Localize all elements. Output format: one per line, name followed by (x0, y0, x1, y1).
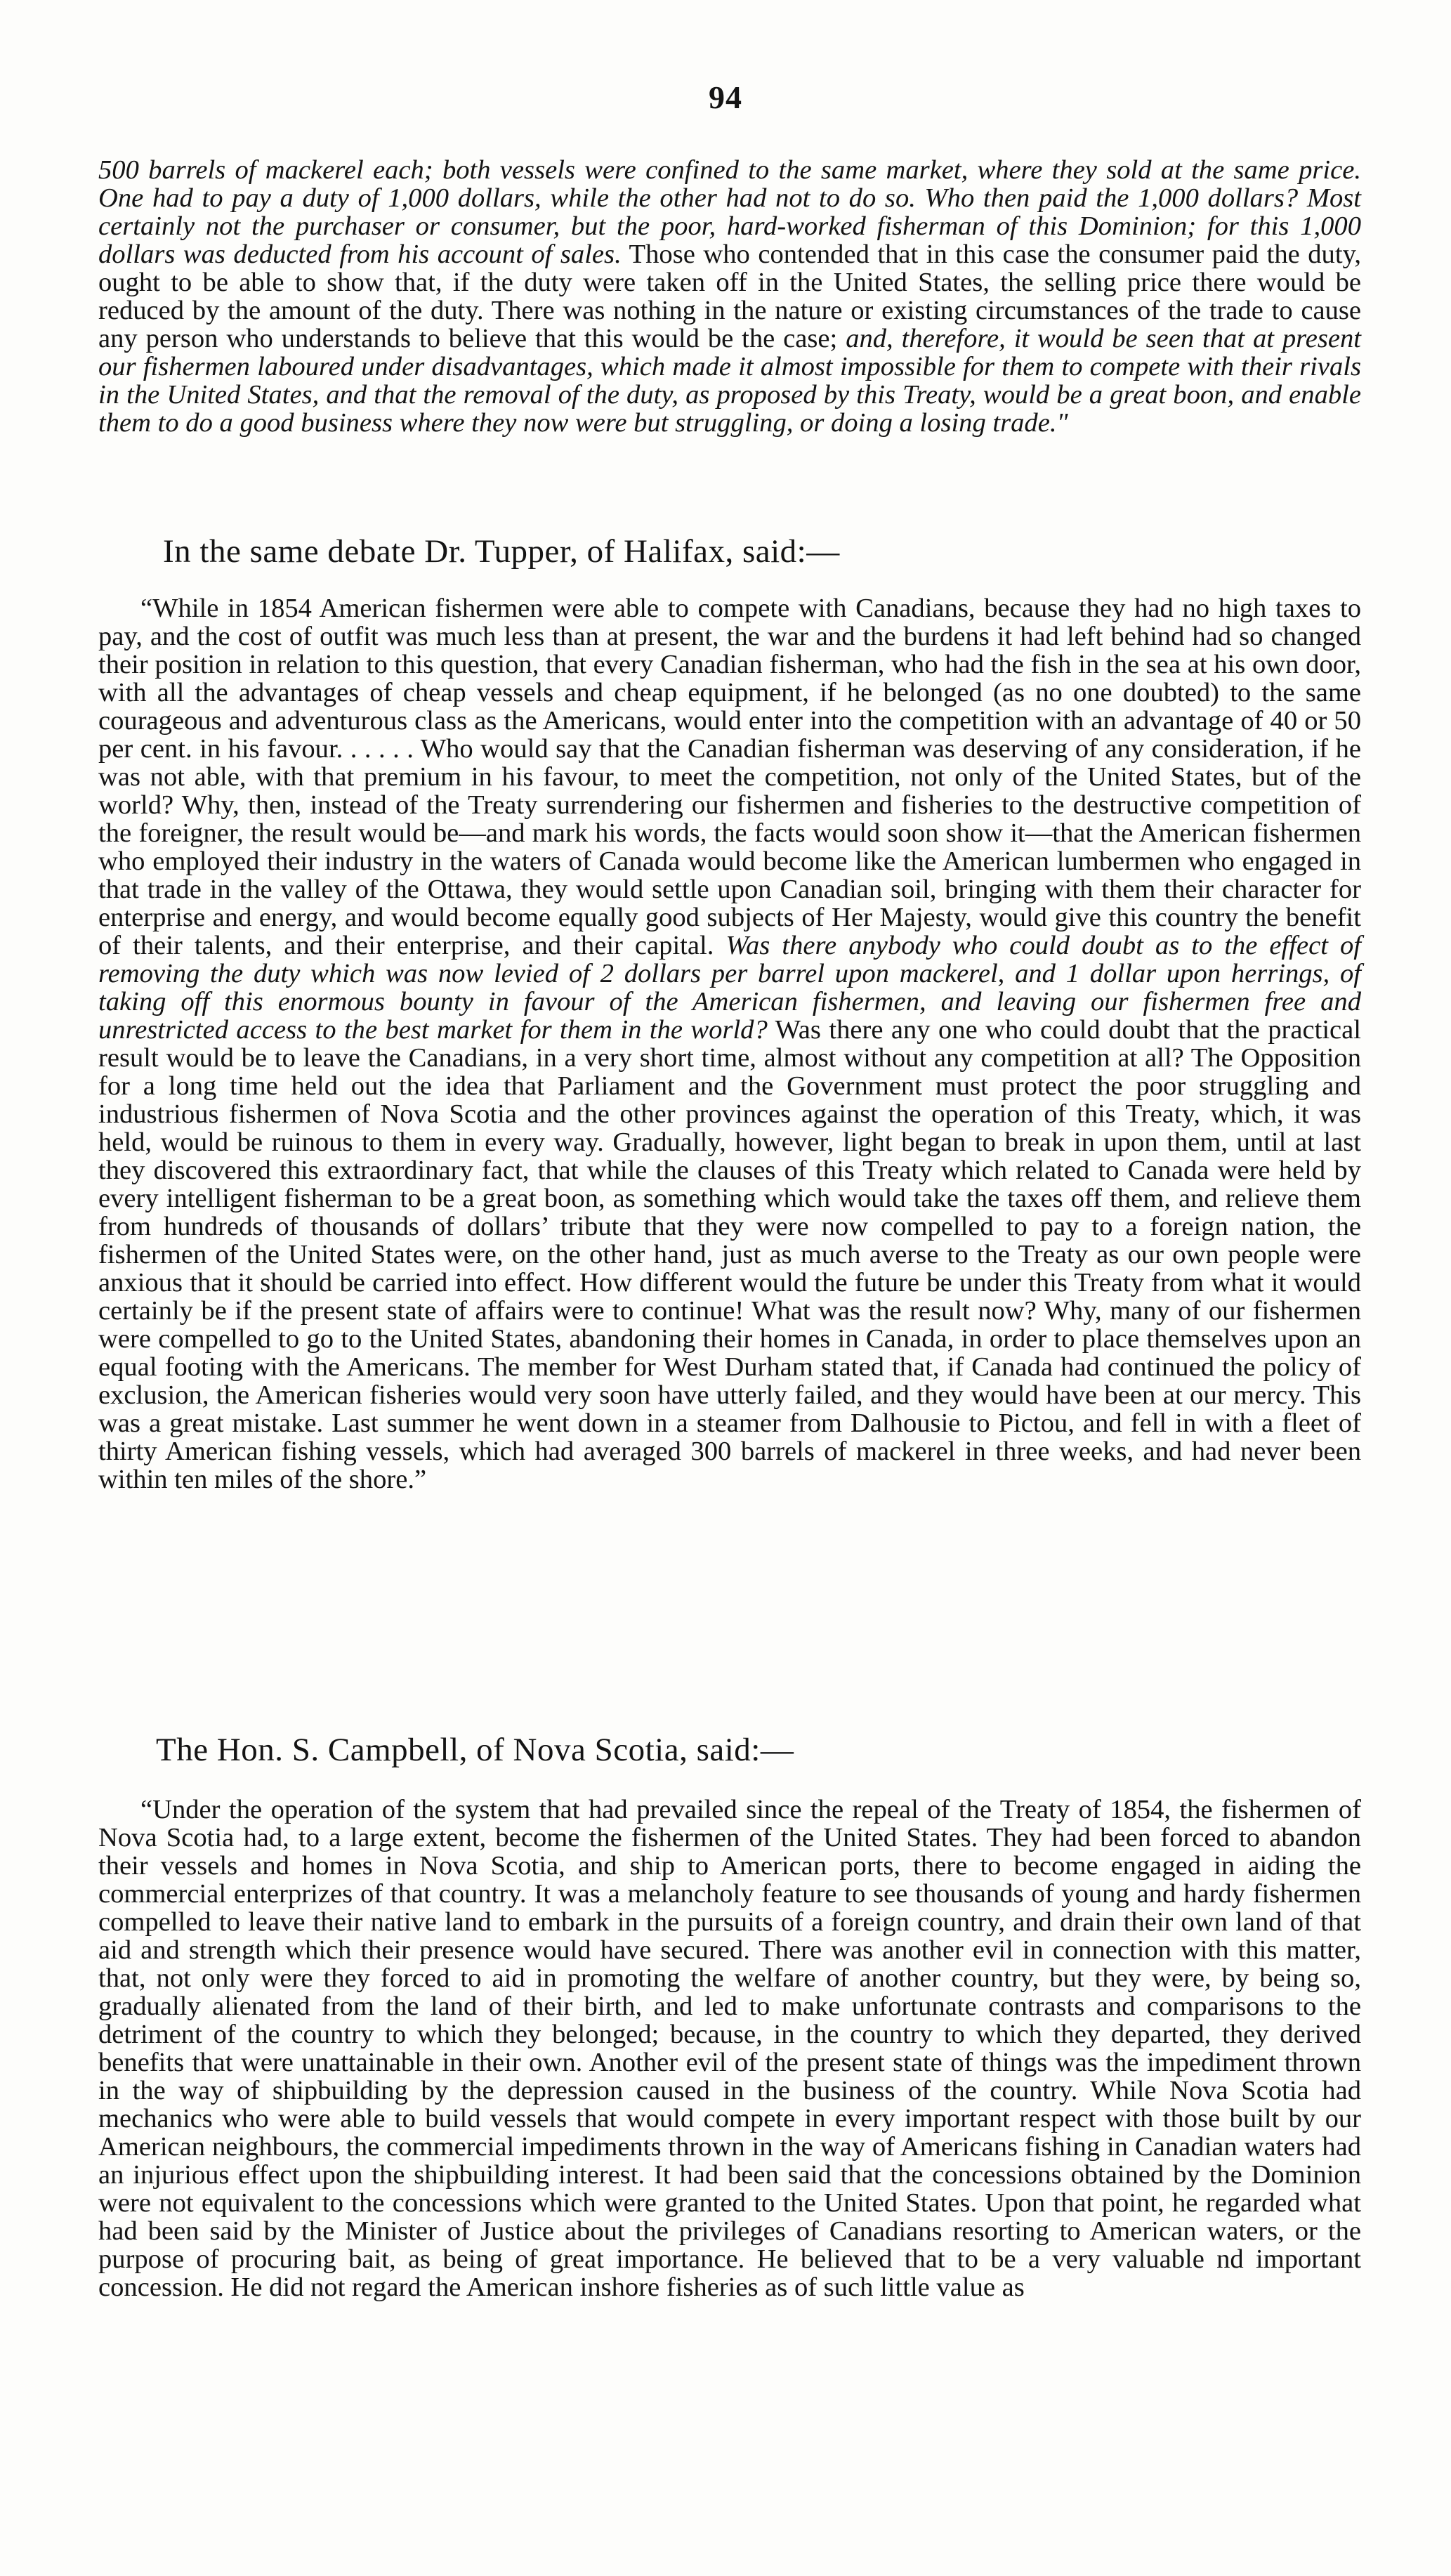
text-italic: 500 barrels of mackerel each; both vessels were confined to the same market, where they sold at the same price. One had to pay a duty of 1,000 dollars, while the other had not to do so. Who then paid the 1,000 dollars? Most certainly not the purchaser or consumer, but the poor, hard-worked fisherman of this Dominion; for this 1,000 dollars was deducted from his account of sales. (98, 155, 1361, 269)
paragraph-text (98, 594, 1361, 1493)
paragraph-continuation (98, 156, 1361, 437)
quote-tupper (98, 594, 1361, 1493)
text-italic: Was there anybody who could doubt as to the effect of removing the duty which was now levied of 2 dollars per barrel upon mackerel, and 1 dollar upon herrings, of taking off this enormous bounty in favour of the American fishermen, and leaving our fishermen free and unrestricted access to the best market for them in the world? (98, 931, 1361, 1045)
text-italic: and, therefore, it would be seen that at present our fishermen laboured under disadvantages, which made it almost impossible for them to compete with their rivals in the United States, and that the removal of the duty, as proposed by this Treaty, would be a great boon, and enable them to do a good business where they now were but struggling, or doing a losing trade." (98, 324, 1361, 438)
page-number: 94 (709, 79, 742, 115)
quote-campbell (98, 1796, 1361, 2301)
text-roman: Those who contended that in this case the consumer paid the duty, ought to be able to show that, if the duty were taken off in the United States, the selling price there would be reduced by the amount of the duty. There was nothing in the nature or existing circumstances of the trade to cause any person who understands to believe that this would be the case; (98, 240, 1361, 353)
text-roman: “Under the operation of the system that had prevailed since the repeal of the Treaty of 1854, the fishermen of Nova Scotia had, to a large extent, become the fishermen of the United States. They had been forced to abandon their vessels and homes in Nova Scotia, and ship to American ports, there to become engaged in aiding the commercial enterprizes of that country. It was a melancholy feature to see thousands of young and hardy fishermen compelled to leave their native land to embark in the pursuits of a foreign country, and drain their own land of that aid and strength which their presence would have secured. There was another evil in connection with this matter, that, not only were they forced to aid in promoting the welfare of another country, but they were, by being so, gradually alienated from the land of their birth, and led to make unfortunate contrasts and comparisons to the detriment of the country to which they belonged; because, in the country to which they departed, they derived benefits that were unattainable in their own. Another evil of the present state of things was the impediment thrown in the way of shipbuilding by the depression caused in the business of the country. While Nova Scotia had mechanics who were able to build vessels that would compete in every important respect with those built by our American neighbours, the commercial impediments thrown in the way of Americans fishing in Canadian waters had an injurious effect upon the shipbuilding interest. It had been said that the concessions obtained by the Dominion were not equivalent to the concessions which were granted to the United States. Upon that point, he regarded what had been said by the Minister of Justice about the privileges of Canadians resorting to American waters, or the purpose of procuring bait, as being of great importance. He believed that to be a very valuable nd important concession. He did not regard the American inshore fisheries as of such little value as (98, 1795, 1361, 2302)
text-roman: Was there any one who could doubt that the practical result would be to leave the Canadians, in a very short time, almost without any competition at all? The Opposition for a long time held out the idea that Parliament and the Government must protect the poor struggling and industrious fishermen of Nova Scotia and the other provinces against the operation of this Treaty, which, it was held, would be ruinous to them in every way. Gradually, however, light began to break in upon them, until at last they discovered this extraordinary fact, that while the clauses of this Treaty which related to Canada were held by every intelligent fisherman to be a great boon, as something which would take the taxes off them, and relieve them from hundreds of thousands of dollars’ tribute that they were now compelled to pay to a foreign nation, the fishermen of the United States were, on the other hand, just as much averse to the Treaty as our own people were anxious that it should be carried into effect. How different would the future be under this Treaty from what it would certainly be if the present state of affairs were to continue! What was the result now? Why, many of our fishermen were compelled to go to the United States, abandoning their homes in Canada, in order to place themselves upon an equal footing with the Americans. The member for West Durham stated that, if Canada had continued the policy of exclusion, the American fisheries would very soon have utterly failed, and they would have been at our mercy. This was a great mistake. Last summer he went down in a steamer from Dalhousie to Pictou, and fell in with a fleet of thirty American fishing vessels, which had averaged 300 barrels of mackerel in three weeks, and had never been within ten miles of the shore.” (98, 1015, 1361, 1494)
paragraph-text (98, 1796, 1361, 2301)
section-heading-tupper: In the same debate Dr. Tupper, of Halifax, said:— (163, 533, 840, 570)
paragraph-text (98, 156, 1361, 437)
section-heading-campbell: The Hon. S. Campbell, of Nova Scotia, said:— (156, 1732, 794, 1768)
text-roman: “While in 1854 American fishermen were able to compete with Canadians, because they had no high taxes to pay, and the cost of outfit was much less than at present, the war and the burdens it had left behind had so changed their position in relation to this question, that every Canadian fisherman, who had the fish in the sea at his own door, with all the advantages of cheap vessels and cheap equipment, if he belonged (as no one doubted) to the same courageous and adventurous class as the Americans, would enter into the competition with an advantage of 40 or 50 per cent. in his favour. . . . . . Who would say that the Canadian fisherman was deserving of any consideration, if he was not able, with that premium in his favour, to meet the competition, not only of the United States, but of the world? Why, then, instead of the Treaty surrendering our fishermen and fisheries to the destructive competition of the foreigner, the result would be—and mark his words, the facts would soon show it—that the American fishermen who employed their industry in the waters of Canada would become like the American lumbermen who engaged in that trade in the valley of the Ottawa, they would settle upon Canadian soil, bringing with them their character for enterprise and energy, and would become equally good subjects of Her Majesty, would give this country the benefit of their talents, and their enterprise, and their capital. (98, 594, 1361, 960)
